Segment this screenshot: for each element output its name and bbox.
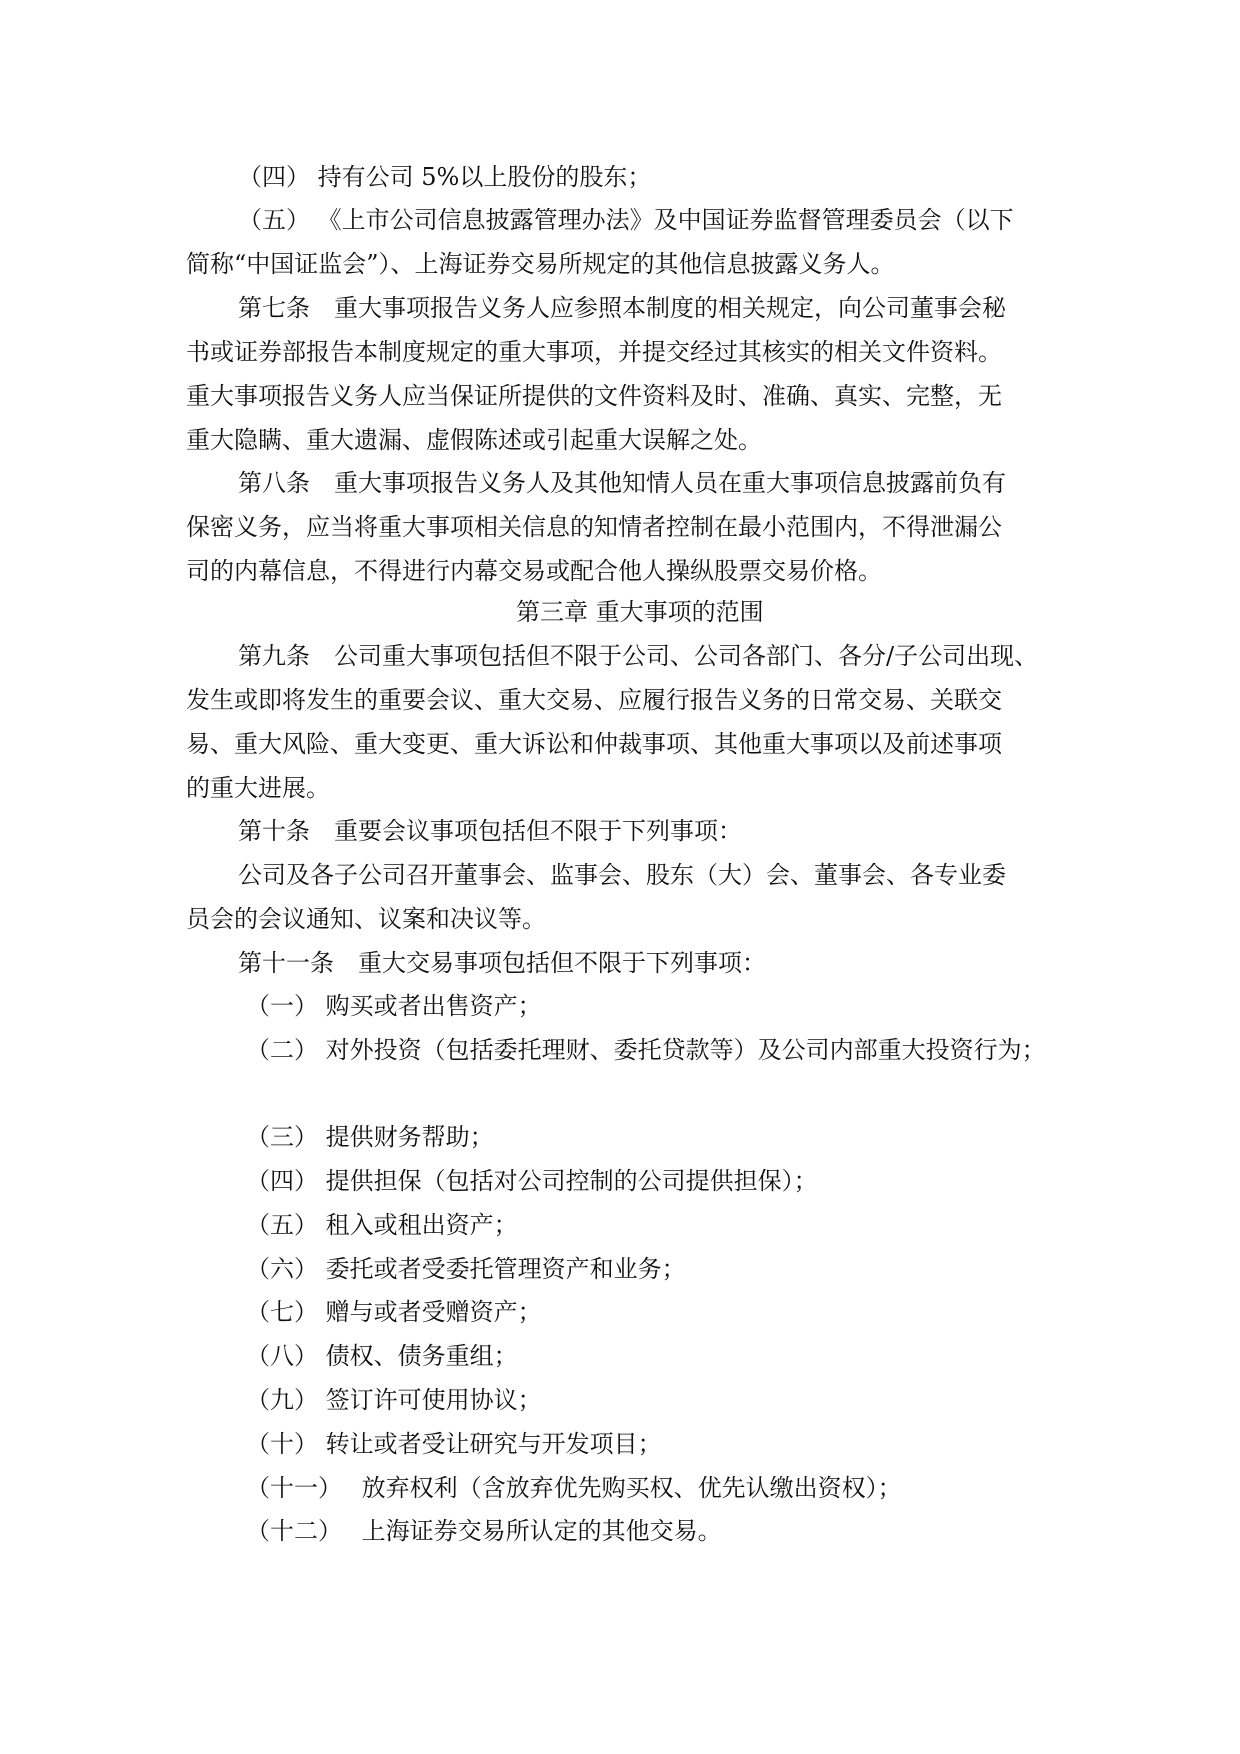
article-heading: 第七条 重大事项报告义务人应参照本制度的相关规定，向公司董事会秘 [238, 294, 1006, 322]
paragraph-line: 员会的会议通知、议案和决议等。 [186, 905, 546, 933]
paragraph-line: 易、重大风险、重大变更、重大诉讼和仲裁事项、其他重大事项以及前述事项 [186, 730, 1002, 758]
paragraph-line: 司的内幕信息，不得进行内幕交易或配合他人操纵股票交易价格。 [186, 557, 882, 585]
paragraph-line: 的重大进展。 [186, 774, 330, 802]
list-item: （九） 签订许可使用协议； [246, 1386, 542, 1414]
paragraph-line: （五） 《上市公司信息披露管理办法》及中国证券监督管理委员会（以下 [238, 206, 1014, 234]
paragraph-line: 公司及各子公司召开董事会、监事会、股东（大）会、董事会、各专业委 [238, 861, 1006, 889]
paragraph-line: 简称“中国证监会”）、上海证券交易所规定的其他信息披露义务人。 [186, 250, 895, 278]
list-item: （七） 赠与或者受赠资产； [246, 1298, 542, 1326]
list-item: （十） 转让或者受让研究与开发项目； [246, 1430, 662, 1458]
list-item: （十二） 上海证券交易所认定的其他交易。 [246, 1517, 722, 1545]
paragraph-line: 发生或即将发生的重要会议、重大交易、应履行报告义务的日常交易、关联交 [186, 686, 1002, 714]
list-item: （六） 委托或者受委托管理资产和业务； [246, 1255, 686, 1283]
list-item: （一） 购买或者出售资产； [246, 992, 542, 1020]
list-item: （八） 债权、债务重组； [246, 1342, 518, 1370]
paragraph-line: 重大隐瞒、重大遗漏、虚假陈述或引起重大误解之处。 [186, 426, 762, 454]
list-item: （五） 租入或租出资产； [246, 1211, 518, 1239]
article-heading: 第九条 公司重大事项包括但不限于公司、公司各部门、各分/子公司出现、 [238, 642, 1039, 670]
list-item: （四） 提供担保（包括对公司控制的公司提供担保）； [246, 1167, 818, 1195]
list-item: （三） 提供财务帮助； [246, 1123, 494, 1151]
article-heading: 第十一条 重大交易事项包括但不限于下列事项： [238, 949, 766, 977]
article-heading: 第十条 重要会议事项包括但不限于下列事项： [238, 817, 742, 845]
paragraph-line: （四） 持有公司 5%以上股份的股东； [238, 163, 652, 191]
article-heading: 第八条 重大事项报告义务人及其他知情人员在重大事项信息披露前负有 [238, 469, 1006, 497]
list-item: （十一） 放弃权利（含放弃优先购买权、优先认缴出资权）； [246, 1474, 902, 1502]
chapter-title: 第三章 重大事项的范围 [516, 598, 764, 626]
paragraph-line: 保密义务，应当将重大事项相关信息的知情者控制在最小范围内，不得泄漏公 [186, 513, 1002, 541]
list-item: （二） 对外投资（包括委托理财、委托贷款等）及公司内部重大投资行为； [246, 1036, 1046, 1064]
paragraph-line: 重大事项报告义务人应当保证所提供的文件资料及时、准确、真实、完整，无 [186, 382, 1002, 410]
paragraph-line: 书或证券部报告本制度规定的重大事项，并提交经过其核实的相关文件资料。 [186, 338, 1002, 366]
